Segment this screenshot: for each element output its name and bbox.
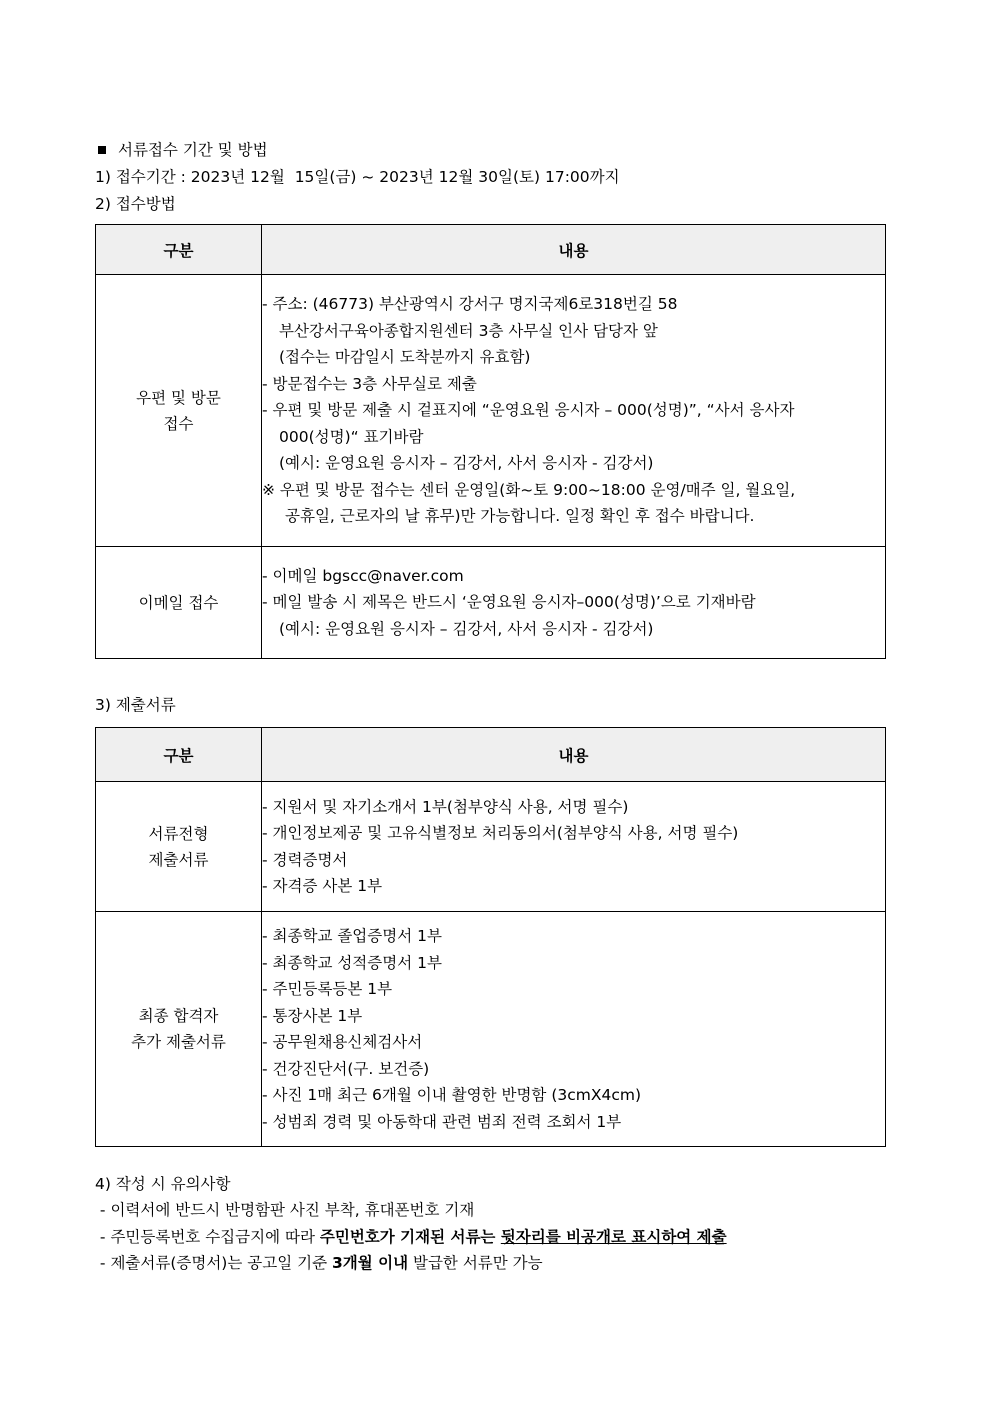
content-line: - 우편 및 방문 제출 시 겉표지에 “운영요원 응시자 – 000(성명)”, “사서 응사자 <box>262 401 795 420</box>
table-row <box>96 275 886 547</box>
content-line: - 공무원채용신체검사서 <box>262 1033 423 1051</box>
content-line: (예시: 운영요원 응시자 – 김강서, 사서 응시자 - 김강서) <box>279 619 654 638</box>
documents-table <box>95 727 886 1147</box>
content-line: - 지원서 및 자기소개서 1부(첨부양식 사용, 서명 필수) <box>262 797 629 816</box>
content-cell <box>262 782 886 912</box>
content-cell <box>262 275 886 547</box>
note-2-bold: 주민번호가 기재된 서류는 <box>319 1228 501 1246</box>
content-cell <box>262 912 886 1147</box>
category-line: 추가 제출서류 <box>131 1033 226 1051</box>
note-3-bold: 3개월 이내 <box>331 1254 409 1272</box>
section-heading-text: 서류접수 기간 및 방법 <box>118 141 268 159</box>
content-line: (접수는 마감일시 도착분까지 유효함) <box>279 348 531 367</box>
header-category: 구분 <box>96 728 262 782</box>
note-3-text-end: 발급한 서류만 가능 <box>408 1254 543 1272</box>
category-cell <box>96 782 262 912</box>
content-line: - 경력증명서 <box>262 850 348 869</box>
method-table <box>95 224 886 659</box>
header-content: 내용 <box>262 225 886 275</box>
note-3-text: - 제출서류(증명서)는 공고일 기준 <box>95 1254 332 1272</box>
content-line: - 자격증 사본 1부 <box>262 877 383 895</box>
content-line: - 통장사본 1부 <box>262 1006 363 1025</box>
category-line: 이메일 접수 <box>138 593 219 612</box>
section-heading <box>95 139 268 161</box>
category-line: 서류전형 <box>148 824 209 843</box>
content-line: - 최종학교 성적증명서 1부 <box>262 953 442 972</box>
notes-title: 4) 작성 시 유의사항 <box>95 1175 231 1193</box>
category-line: 우편 및 방문 <box>136 388 221 407</box>
category-line: 접수 <box>163 414 194 433</box>
note-line-1: - 이력서에 반드시 반명함판 사진 부착, 휴대폰번호 기재 <box>95 1201 475 1219</box>
content-line: - 건강진단서(구. 보건증) <box>262 1059 430 1078</box>
content-line: - 성범죄 경력 및 아동학대 관련 범죄 전력 조회서 1부 <box>262 1112 622 1131</box>
period-line: 1) 접수기간 : 2023년 12월 15일(금) ~ 2023년 12월 30일(토) 17:00까지 <box>95 168 620 186</box>
content-line: ※ 우편 및 방문 접수는 센터 운영일(화~토 9:00~18:00 운영/매주 일, 월요일, <box>262 480 796 499</box>
note-2-bold-underline: 뒷자리를 비공개로 표시하여 제출 <box>500 1228 727 1246</box>
category-line: 최종 합격자 <box>138 1007 219 1025</box>
docs-title: 3) 제출서류 <box>95 696 176 714</box>
content-cell <box>262 547 886 659</box>
content-line: 000(성명)“ 표기바람 <box>279 427 424 446</box>
category-cell <box>96 912 262 1147</box>
content-line: - 개인정보제공 및 고유식별정보 처리동의서(첨부양식 사용, 서명 필수) <box>262 824 739 842</box>
content-line: - 메일 발송 시 제목은 반드시 ‘운영요원 응시자–000(성명)’으로 기재바람 <box>262 593 756 612</box>
category-line: 제출서류 <box>148 850 209 869</box>
content-line: 부산강서구육아종합지원센터 3층 사무실 인사 담당자 앞 <box>279 321 658 340</box>
method-table-header <box>96 225 886 275</box>
content-line: - 방문접수는 3층 사무실로 제출 <box>262 374 477 393</box>
square-bullet-icon <box>98 146 106 154</box>
content-line: - 주민등록등본 1부 <box>262 980 393 998</box>
category-cell <box>96 547 262 659</box>
header-category: 구분 <box>96 225 262 275</box>
table-row <box>96 547 886 659</box>
content-line: - 사진 1매 최근 6개월 이내 촬영한 반명함 (3cmX4cm) <box>262 1086 642 1104</box>
content-line: - 최종학교 졸업증명서 1부 <box>262 927 442 945</box>
header-content: 내용 <box>262 728 886 782</box>
note-line-2 <box>95 1226 727 1248</box>
documents-table-header <box>96 728 886 782</box>
content-line: 공휴일, 근로자의 날 휴무)만 가능합니다. 일정 확인 후 접수 바랍니다. <box>285 507 755 526</box>
note-line-3 <box>95 1252 543 1274</box>
content-line: - 이메일 bgscc@naver.com <box>262 566 464 585</box>
category-cell <box>96 275 262 547</box>
content-line: - 주소: (46773) 부산광역시 강서구 명지국제6로318번길 58 <box>262 295 678 314</box>
table-row <box>96 782 886 912</box>
table-row <box>96 912 886 1147</box>
note-2-text: - 주민등록번호 수집금지에 따라 <box>95 1228 320 1246</box>
method-title: 2) 접수방법 <box>95 195 176 213</box>
content-line: (예시: 운영요원 응시자 – 김강서, 사서 응시자 - 김강서) <box>279 454 654 473</box>
